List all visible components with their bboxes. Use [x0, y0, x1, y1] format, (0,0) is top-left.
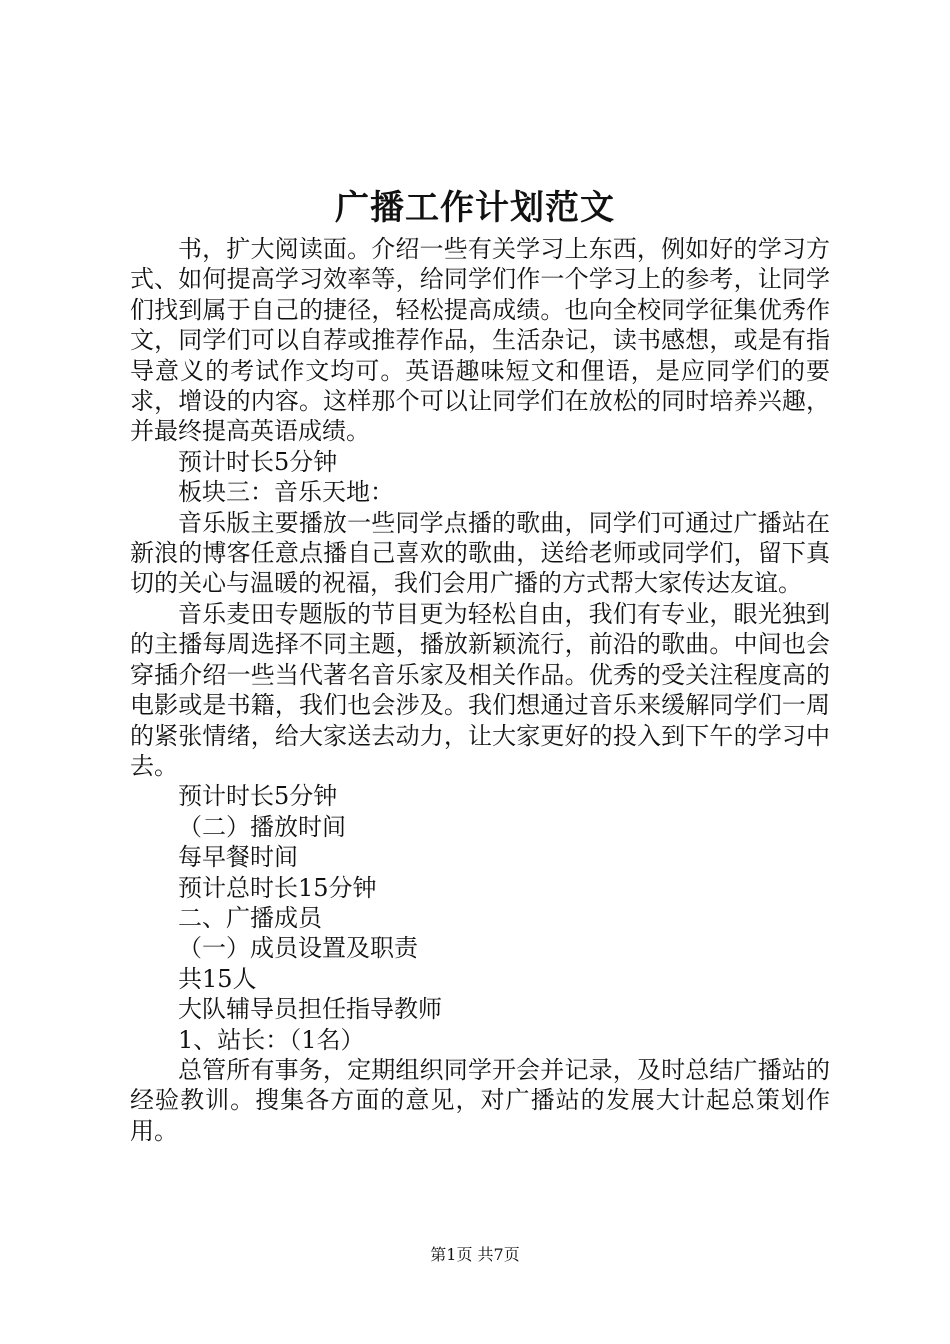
paragraph-members-heading: 二、广播成员 [178, 903, 322, 932]
document-title: 广播工作计划范文 [335, 188, 615, 228]
paragraph-member-setup: （一）成员设置及职责 [178, 934, 418, 963]
paragraph-station-head-duties: 总管所有事务，定期组织同学开会并记录，及时总结广播站的经验教训。搜集各方面的意见，对广播站的发展大计起总策划作用。 [130, 1055, 830, 1145]
paragraph-reading-intro: 书，扩大阅读面。介绍一些有关学习上东西，例如好的学习方式、如何提高学习效率等，给同学们作一个学习上的参考，让同学们找到属于自己的捷径，轻松提高成绩。也向全校同学征集优秀作文，同学们可以自荐或推荐作品，生活杂记，读书感想，或是有指导意义的考试作文均可。英语趣味短文和俚语，是应同学们的要求，增设的内容。这样那个可以让同学们在放松的同时培养兴趣，并最终提高英语成绩。 [130, 235, 830, 446]
paragraph-member-count: 共15人 [178, 964, 257, 993]
paragraph-total-duration: 预计总时长15分钟 [178, 873, 377, 902]
paragraph-section-three: 板块三：音乐天地： [178, 478, 394, 507]
paragraph-broadcast-time-heading: （二）播放时间 [178, 812, 346, 841]
paragraph-music-request: 音乐版主要播放一些同学点播的歌曲，同学们可通过广播站在新浪的博客任意点播自己喜欢的歌曲，送给老师或同学们，留下真切的关心与温暖的祝福，我们会用广播的方式帮大家传达友谊。 [130, 508, 830, 598]
paragraph-duration-1: 预计时长5分钟 [178, 447, 338, 476]
paragraph-duration-2: 预计时长5分钟 [178, 782, 338, 811]
paragraph-station-head: 1、站长：（1名） [178, 1025, 365, 1054]
paragraph-music-field: 音乐麦田专题版的节目更为轻松自由，我们有专业，眼光独到的主播每周选择不同主题，播放新颖流行，前沿的歌曲。中间也会穿插介绍一些当代著名音乐家及相关作品。优秀的受关注程度高的电影或是书籍，我们也会涉及。我们想通过音乐来缓解同学们一周的紧张情绪，给大家送去动力，让大家更好的投入到下午的学习中去。 [130, 599, 830, 780]
paragraph-breakfast-time: 每早餐时间 [178, 843, 298, 872]
document-body [130, 234, 830, 1146]
page-number-footer: 第1页 共7页 [430, 1245, 520, 1264]
paragraph-advisor: 大队辅导员担任指导教师 [178, 995, 442, 1024]
